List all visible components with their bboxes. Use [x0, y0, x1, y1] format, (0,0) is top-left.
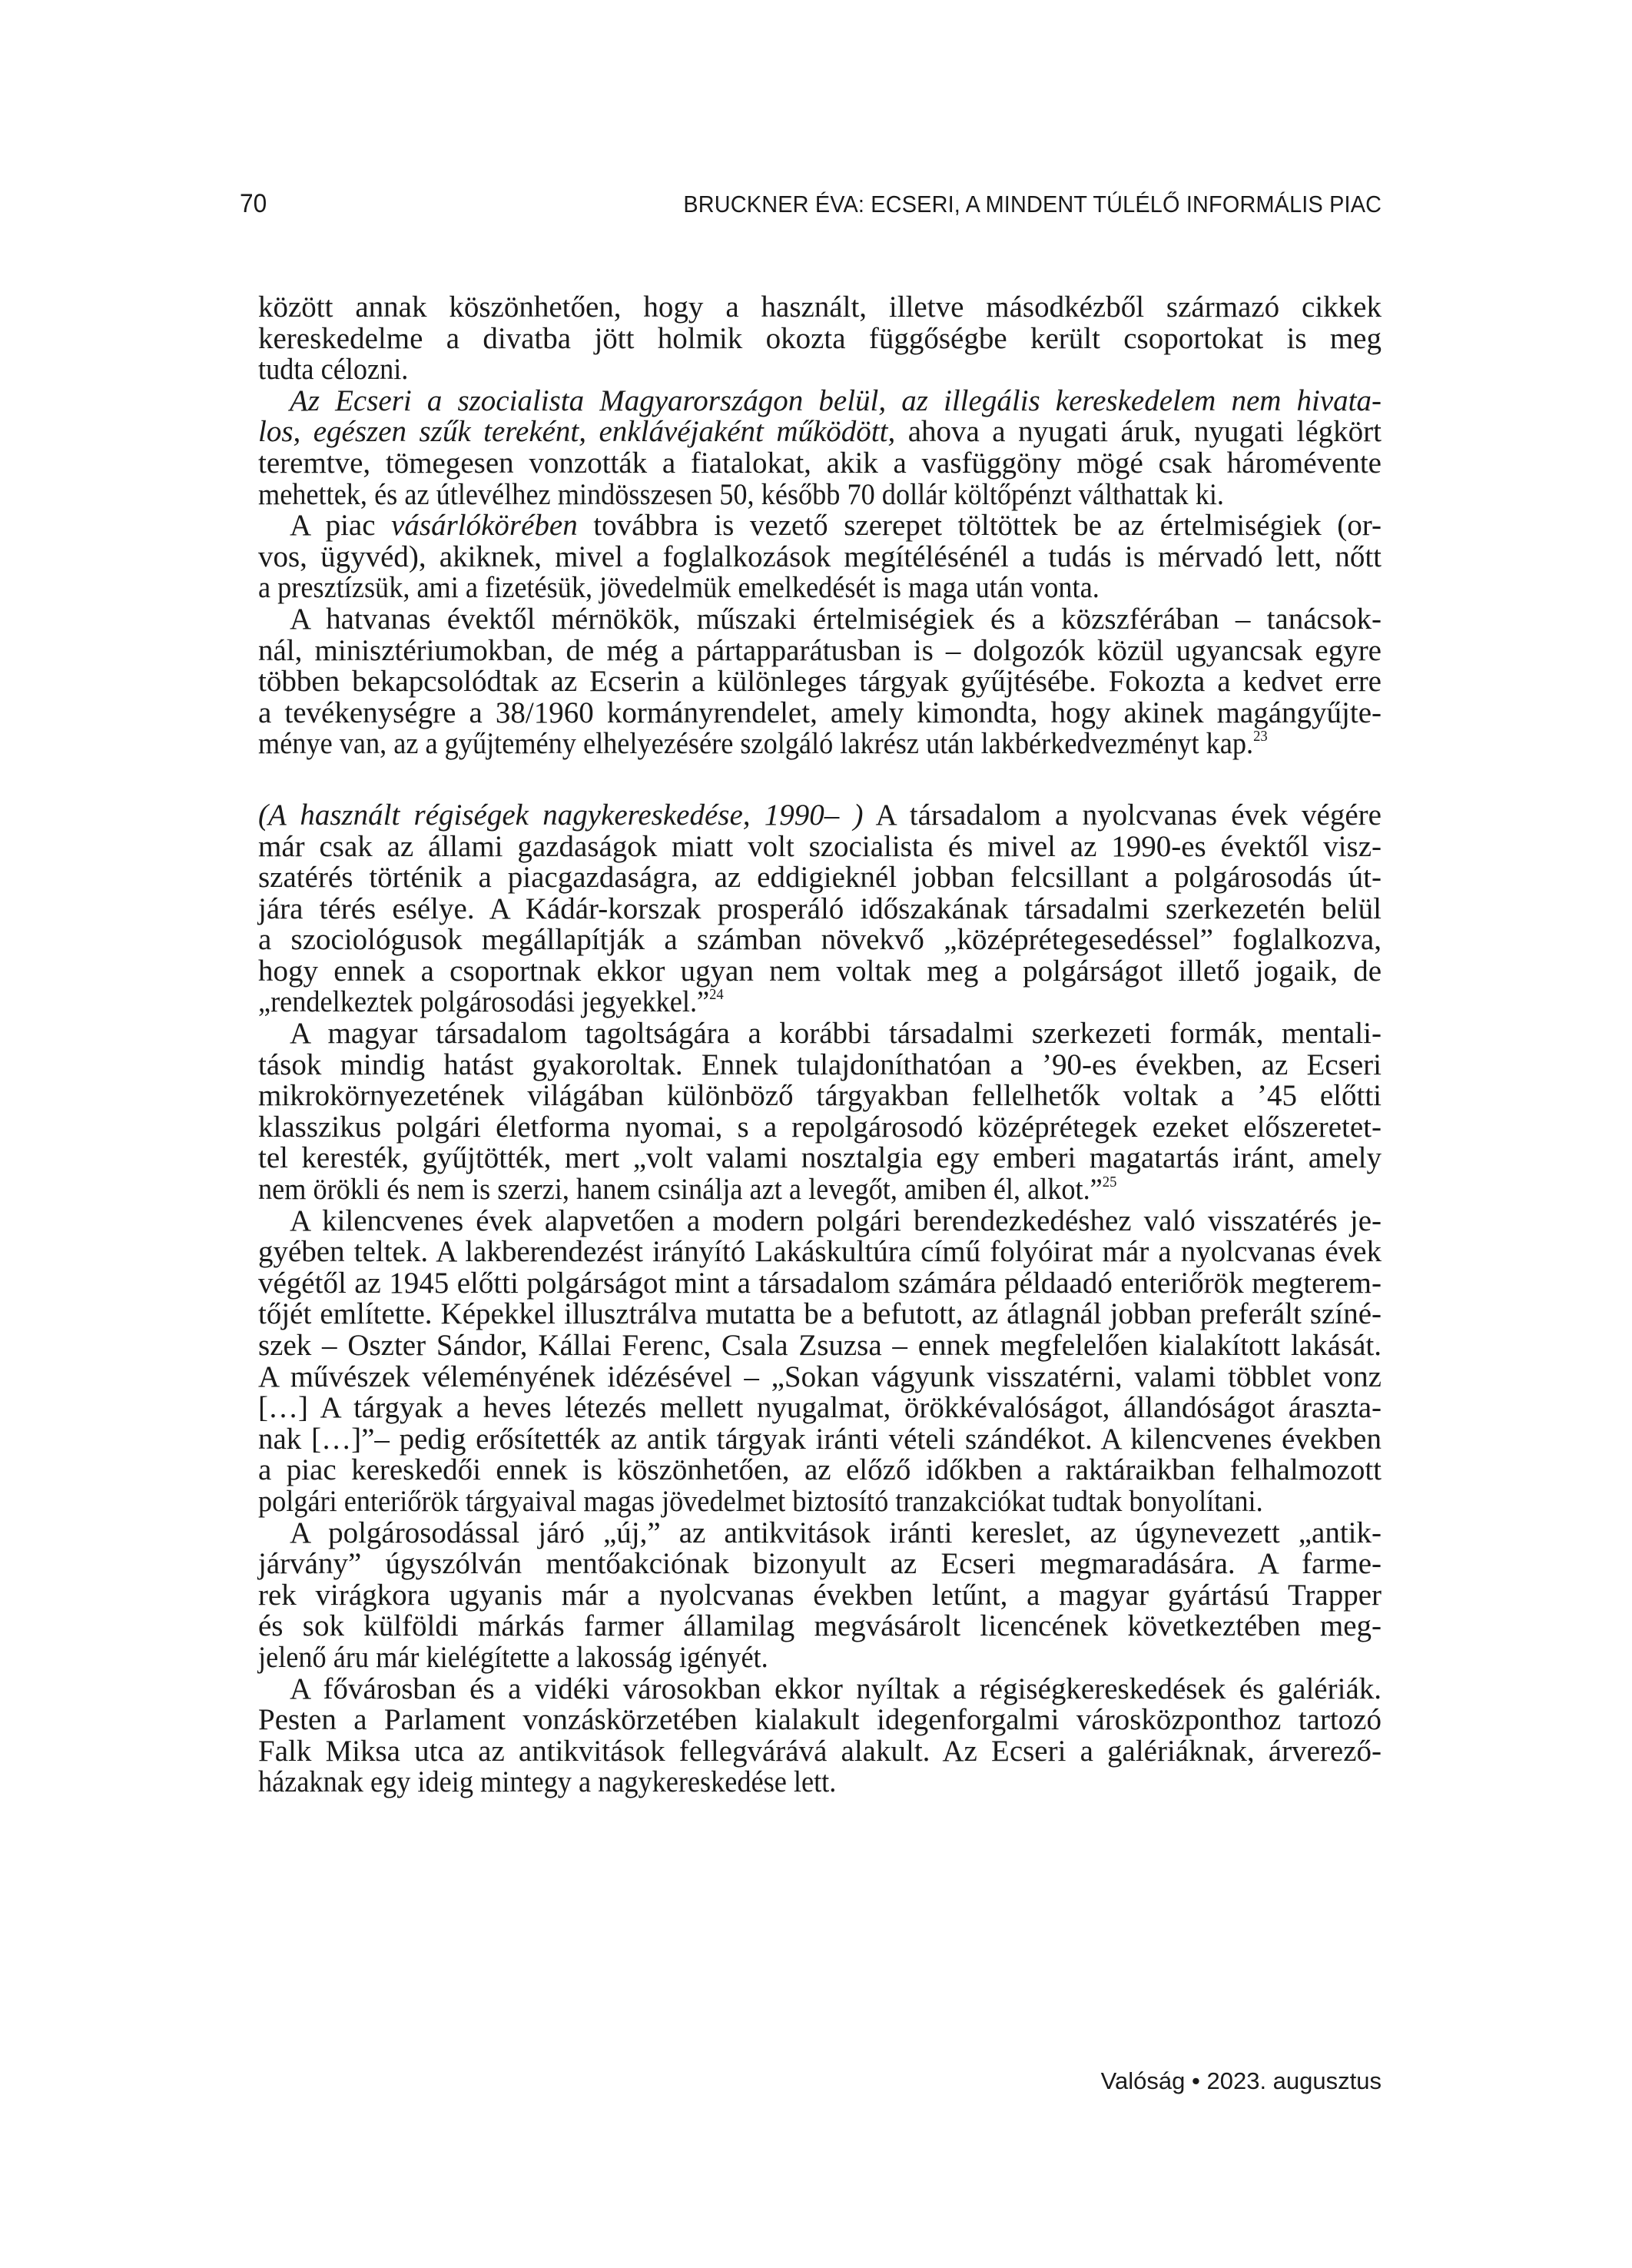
text-line [258, 800, 1382, 832]
text: kereskedelme a divatba jött holmik okozta függőségbe került csoportokat is meg [258, 321, 1382, 355]
text: szatérés történik a piacgazdaságra, az eddigieknél jobban felcsillant a polgárosodás út- [258, 861, 1382, 895]
running-head [240, 189, 1382, 220]
text-line [258, 292, 1382, 324]
text: a szociológusok megállapítják a számban növekvő „középrétegesedéssel” foglalkozva, [258, 923, 1382, 957]
text-line [258, 417, 1382, 448]
text: továbbra is vezető szerepet töltöttek be az értelmiségiek (or- [577, 509, 1382, 543]
text-line [258, 894, 1382, 925]
text: végétől az 1945 előtti polgárságot mint a társadalom számára példaadó enteriőrök megterem- [258, 1266, 1382, 1300]
running-title: BRUCKNER ÉVA: ECSERI, A MINDENT TÚLÉLŐ INFORMÁLIS PIAC [683, 191, 1382, 218]
text: klasszikus polgári életforma nyomai, s a repolgárosodó középrétegek ezeket előszeretet- [258, 1110, 1382, 1144]
text-line [258, 666, 1382, 698]
footnote-ref: 25 [1102, 1174, 1117, 1191]
italic-text: (A használt régiségek nagykereskedése, 1990– ) [258, 798, 864, 832]
paragraph [258, 800, 1382, 1018]
text: nak […]”– pedig erősítették az antik tárgyak iránti vételi szándékot. A kilencvenes években [258, 1422, 1382, 1456]
text-line [258, 1174, 1382, 1206]
text-line [258, 1549, 1382, 1580]
text-line [258, 1050, 1382, 1081]
section-break [258, 760, 1382, 800]
text-line [258, 862, 1382, 894]
text-line [258, 1424, 1382, 1456]
separator-bullet: • [1192, 2067, 1200, 2094]
issue-date: 2023. augusztus [1206, 2067, 1382, 2094]
text-line [258, 573, 1382, 604]
text-line [258, 1611, 1382, 1642]
text: jára térés esélye. A Kádár-korszak prosperáló időszakának társadalmi szerkezetén belül [258, 892, 1382, 925]
text: a piac kereskedői ennek is köszönhetően, az előző időkben a raktáraikban felhalmozott [258, 1453, 1382, 1487]
text-line [258, 1237, 1382, 1268]
text-line [258, 1518, 1382, 1549]
italic-text: Az Ecseri a szocialista Magyarországon belül, az illegális kereskedelem nem hivata- [290, 384, 1382, 417]
text-line [258, 1705, 1382, 1736]
text-line [258, 1081, 1382, 1112]
text: A fővárosban és a vidéki városokban ekkor nyíltak a régiségkereskedések és galériák. [290, 1672, 1382, 1705]
text: Pesten a Parlament vonzáskörzetében kialakult idegenforgalmi városközponthoz tartozó [258, 1703, 1382, 1737]
text: tások mindig hatást gyakoroltak. Ennek tulajdoníthatóan a ’90-es években, az Ecseri [258, 1048, 1382, 1081]
text-line [258, 729, 1382, 760]
text-line [258, 1736, 1382, 1768]
text: A kilencvenes évek alapvetően a modern polgári berendezkedéshez való visszatérés je- [290, 1204, 1382, 1237]
text: jelenő áru már kielégítette a lakosság igényét. [258, 1640, 768, 1674]
journal-name: Valóság [1100, 2067, 1186, 2094]
text-line [258, 1486, 1382, 1518]
text-line [258, 1330, 1382, 1362]
text-line [258, 354, 1382, 386]
text-line [258, 477, 1382, 511]
text-line [258, 829, 1382, 863]
text: szek – Oszter Sándor, Kállai Ferenc, Csala Zsuzsa – ennek megfelelően kialakított lakását. [258, 1329, 1382, 1362]
text-line [258, 1268, 1382, 1300]
text-line [258, 956, 1382, 988]
text-line [258, 1206, 1382, 1237]
text-line [258, 321, 1382, 355]
footnote-ref: 23 [1253, 728, 1268, 745]
text: A piac [290, 509, 392, 543]
footer [1101, 2067, 1382, 2095]
text-line [258, 448, 1382, 480]
text: ménye van, az a gyűjtemény elhelyezésére szolgáló lakrész után lakbérkedvezményt kap. [258, 727, 1254, 761]
text-line [258, 1580, 1382, 1612]
text-line [258, 1018, 1382, 1050]
text: mikrokörnyezetének világában különböző tárgyakban fellelhetők voltak a ’45 előtti [258, 1079, 1382, 1113]
text-line [258, 604, 1382, 636]
text: a presztízsük, ami a fizetésük, jövedelmük emelkedését is maga után vonta. [258, 571, 1100, 605]
text: hogy ennek a csoportnak ekkor ugyan nem voltak meg a polgárságot illető jogaik, de [258, 954, 1382, 988]
text-line [258, 1767, 1382, 1798]
text: nem örökli és nem is szerzi, hanem csinálja azt a levegőt, amiben él, alkot.” [258, 1173, 1103, 1207]
text-line [258, 1674, 1382, 1705]
paragraph [258, 510, 1382, 604]
text-line [258, 633, 1382, 667]
text: tel keresték, gyűjtötték, mert „volt valami nosztalgia egy emberi magatartás iránt, amely [258, 1141, 1382, 1175]
text: […] A tárgyak a heves létezés mellett nyugalmat, örökkévalóságot, állandóságot áraszta- [258, 1391, 1382, 1425]
text-line [258, 1143, 1382, 1174]
text: A magyar társadalom tagoltságára a korábbi társadalmi szerkezeti formák, mentali- [290, 1017, 1382, 1051]
text: Falk Miksa utca az antikvitások fellegvárává alakult. Az Ecseri a galériáknak, árverező- [258, 1734, 1382, 1768]
text-line [258, 698, 1382, 729]
paragraph [258, 1674, 1382, 1798]
text: többen bekapcsolódtak az Ecserin a különleges tárgyak gyűjtésébe. Fokozta a kedvet erre [258, 665, 1382, 699]
text-line [258, 925, 1382, 956]
text-line [258, 987, 1382, 1018]
paragraph [258, 604, 1382, 760]
text-line [258, 1299, 1382, 1330]
text-line [258, 1393, 1382, 1424]
text: között annak köszönhetően, hogy a használt, illetve másodkézből származó cikkek [258, 291, 1382, 324]
text: teremtve, tömegesen vonzották a fiatalokat, akik a vasfüggöny mögé csak háromévente [258, 446, 1382, 480]
text: A művészek véleményének idézésével – „Sokan vágyunk visszatérni, valami többlet vonz [258, 1360, 1382, 1393]
footnote-ref: 24 [709, 986, 724, 1004]
paragraph [258, 292, 1382, 386]
page-number: 70 [240, 189, 267, 218]
text: járvány” úgyszólván mentőakciónak bizonyult az Ecseri megmaradására. A farme- [258, 1547, 1382, 1581]
text-line [258, 1455, 1382, 1486]
text: és sok külföldi márkás farmer államilag megvásárolt licencének következtében meg- [258, 1609, 1382, 1643]
text-line [258, 510, 1382, 542]
paragraph [258, 386, 1382, 510]
text: mehettek, és az útlevélhez mindösszesen 50, később 70 dollár költőpénzt válthattak ki. [258, 477, 1225, 511]
text-line [258, 386, 1382, 417]
text: A hatvanas évektől mérnökök, műszaki értelmiségiek és a közszférában – tanácsok- [290, 602, 1382, 636]
text: A társadalom a nyolcvanas évek végére [863, 798, 1382, 832]
text: házaknak egy ideig mintegy a nagykereskedése lett. [258, 1765, 837, 1799]
text: ahova a nyugati áruk, nyugati légkört [895, 415, 1382, 449]
italic-text: los, egészen szűk tereként, enklávéjaként működött, [258, 415, 896, 449]
text: polgári enteriőrök tárgyaival magas jövedelmet biztosító tranzakciókat tudtak bonyolítani. [258, 1484, 1263, 1518]
paragraph [258, 1206, 1382, 1518]
text: vos, ügyvéd), akiknek, mivel a foglalkozások megítélésénél a tudás is mérvadó lett, nőtt [258, 540, 1382, 573]
text-line [258, 1112, 1382, 1144]
text-line [258, 1362, 1382, 1393]
text: már csak az állami gazdaságok miatt volt szocialista és mivel az 1990-es évektől visz- [258, 829, 1382, 863]
paragraph [258, 1018, 1382, 1206]
italic-text: vásárlókörében [391, 509, 578, 543]
text: tudta célozni. [258, 353, 409, 387]
text: A polgárosodással járó „új,” az antikvitások iránti kereslet, az úgynevezett „antik- [290, 1516, 1382, 1549]
paragraph [258, 1518, 1382, 1674]
text: tőjét említette. Képekkel illusztrálva mutatta be a befutott, az átlagnál jobban preferált színé- [258, 1297, 1382, 1331]
text: a tevékenységre a 38/1960 kormányrendelet, amely kimondta, hogy akinek magángyűjte- [258, 696, 1382, 729]
article-body [258, 292, 1382, 1798]
text-line [258, 542, 1382, 573]
text: nál, minisztériumokban, de még a pártapparátusban is – dolgozók közül ugyancsak egyre [258, 633, 1382, 667]
text: gyében teltek. A lakberendezést irányító Lakáskultúra című folyóirat már a nyolcvanas évek [258, 1235, 1382, 1269]
text: „rendelkeztek polgárosodási jegyekkel.” [258, 985, 710, 1019]
text: rek virágkora ugyanis már a nyolcvanas években letűnt, a magyar gyártású Trapper [258, 1578, 1382, 1612]
text-line [258, 1642, 1382, 1674]
